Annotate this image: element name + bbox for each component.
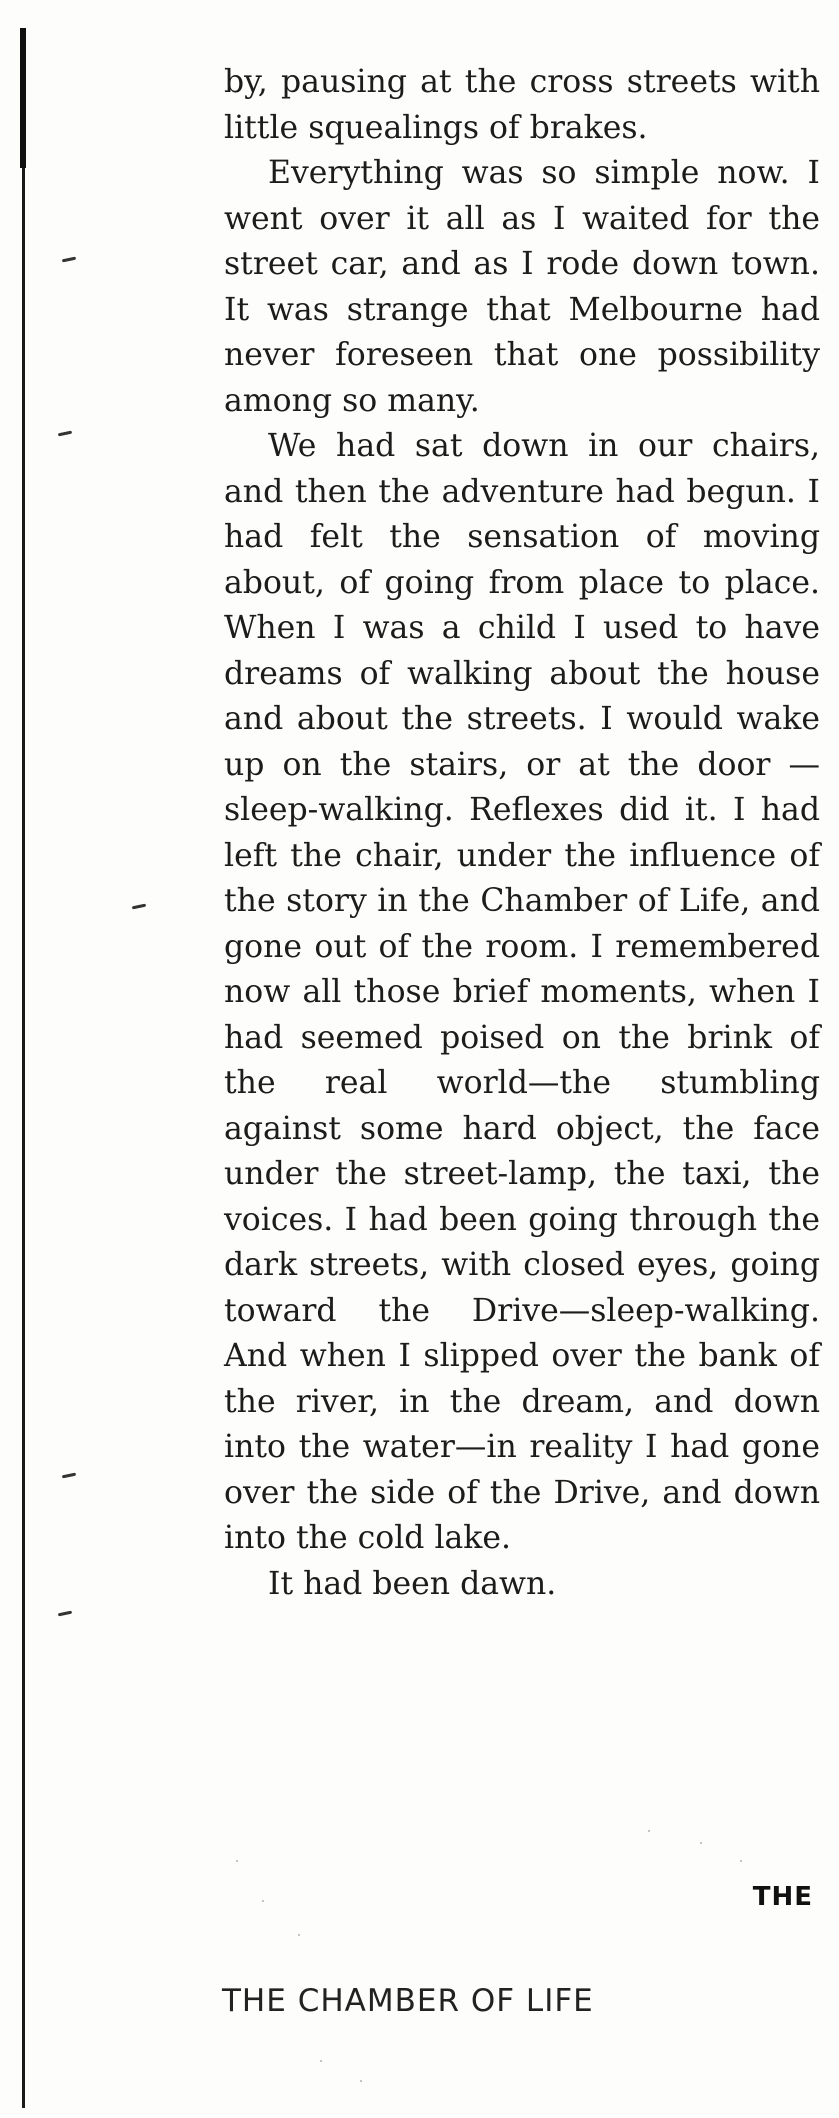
continued-label: THE (752, 1882, 813, 1912)
print-speckle (236, 1860, 238, 1862)
print-speckle (700, 1842, 702, 1844)
paragraph-2: Everything was so simple now. I went over it all as I waited for the street car, and as I rode down town. It was strange that Melbourne had never foreseen that one possibility among so many. (224, 155, 820, 419)
print-speckle (262, 1900, 264, 1902)
left-margin-rule-heavy (20, 28, 26, 168)
margin-mark (132, 904, 146, 910)
left-margin-rule (22, 28, 25, 2108)
margin-mark (62, 257, 76, 263)
paragraph-3: We had sat down in our chairs, and then the adventure had begun. I had felt the sensation of moving about, of going from place to place. When I was a child I used to have dreams of walking about the house and about the streets. I would wake up on the stairs, or at the door —sleep-walking. Reflexes did it. I had left the chair, under the influence of the story in the Chamber of Life, and gone out of the room. I remembered now all those brief moments, when I had seemed poised on the brink of the real world—the stumbling against some hard object, the face under the street-lamp, the taxi, the voices. I had been going through the dark streets, with closed eyes, going toward the Drive—sleep-walking. And when I slipped over the bank of the river, in the dream, and down into the water—in reality I had gone over the side of the Drive, and down into the cold lake. (224, 428, 820, 1556)
print-speckle (648, 1830, 650, 1832)
margin-mark (58, 431, 72, 437)
margin-mark (58, 1611, 72, 1617)
text-column (224, 60, 820, 1607)
paragraph-4: It had been dawn. (268, 1565, 557, 1602)
print-speckle (360, 2080, 362, 2082)
print-speckle (320, 2060, 322, 2062)
print-speckle (740, 1860, 742, 1862)
margin-mark (62, 1473, 76, 1479)
paragraph-1: by, pausing at the cross streets with little squealings of brakes. (224, 64, 820, 146)
running-footer-title: THE CHAMBER OF LIFE (222, 1983, 594, 2019)
print-speckle (298, 1934, 300, 1936)
